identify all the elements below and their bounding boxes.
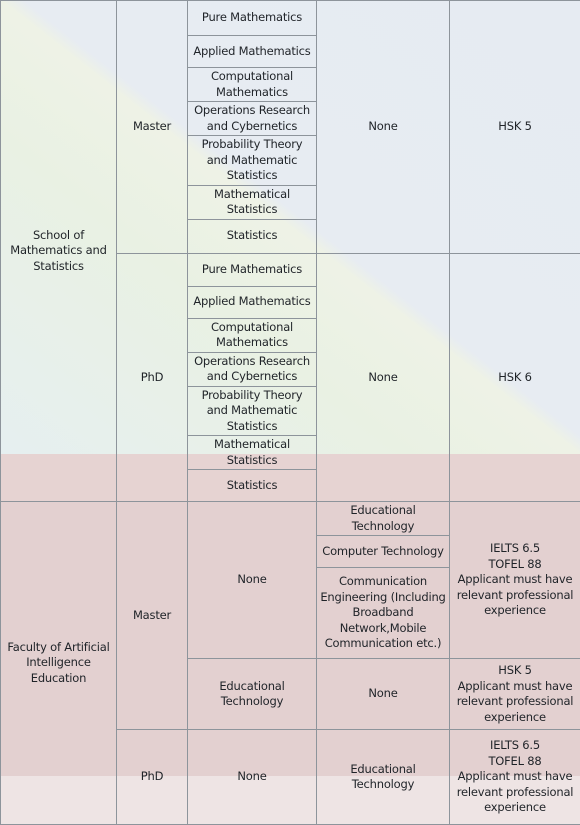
requirement-cell	[450, 502, 580, 659]
major-cell: Computational Mathematics	[188, 318, 317, 352]
major-cell: None	[188, 502, 317, 659]
requirement-cell	[450, 730, 580, 825]
requirement-cell: HSK 6	[450, 253, 580, 502]
degree-cell: Master	[117, 502, 188, 730]
major-cell: Educational Technology	[188, 659, 317, 730]
requirement-cell: HSK 5	[450, 1, 580, 254]
direction-cell: Communication Engineering (Including Broadband Network,Mobile Communication etc.)	[317, 568, 450, 659]
direction-cell: Educational Technology	[317, 730, 450, 825]
degree-cell: PhD	[117, 730, 188, 825]
requirement-line: IELTS 6.5	[453, 738, 577, 754]
degree-cell: PhD	[117, 253, 188, 502]
major-cell: Statistics	[188, 470, 317, 502]
table-row	[1, 502, 580, 536]
major-cell: Operations Research and Cybernetics	[188, 352, 317, 386]
major-cell: Computational Mathematics	[188, 68, 317, 102]
requirement-line: Applicant must have relevant professional experience	[453, 769, 577, 816]
major-cell: None	[188, 730, 317, 825]
major-cell: Applied Mathematics	[188, 286, 317, 318]
major-cell: Pure Mathematics	[188, 253, 317, 286]
requirement-line: IELTS 6.5	[453, 541, 577, 557]
major-cell: Operations Research and Cybernetics	[188, 102, 317, 136]
degree-cell: Master	[117, 1, 188, 254]
major-cell: Statistics	[188, 219, 317, 253]
direction-cell: None	[317, 659, 450, 730]
requirement-line: TOFEL 88	[453, 557, 577, 573]
direction-cell: None	[317, 1, 450, 254]
requirement-line: Applicant must have relevant professional experience	[453, 572, 577, 619]
requirement-line: Applicant must have relevant professional experience	[453, 679, 577, 726]
major-cell: Applied Mathematics	[188, 36, 317, 68]
direction-cell: Educational Technology	[317, 502, 450, 536]
major-cell: Mathematical Statistics	[188, 436, 317, 470]
direction-cell: None	[317, 253, 450, 502]
requirement-line: TOFEL 88	[453, 754, 577, 770]
requirement-cell	[450, 659, 580, 730]
requirement-line: HSK 5	[453, 663, 577, 679]
table-row	[1, 1, 580, 36]
school-cell: Faculty of Artificial Intelligence Education	[1, 502, 117, 825]
major-cell: Pure Mathematics	[188, 1, 317, 36]
major-cell: Mathematical Statistics	[188, 185, 317, 219]
school-cell: School of Mathematics and Statistics	[1, 1, 117, 502]
major-cell: Probability Theory and Mathematic Statistics	[188, 136, 317, 186]
direction-cell: Computer Technology	[317, 536, 450, 568]
major-cell: Probability Theory and Mathematic Statistics	[188, 386, 317, 436]
